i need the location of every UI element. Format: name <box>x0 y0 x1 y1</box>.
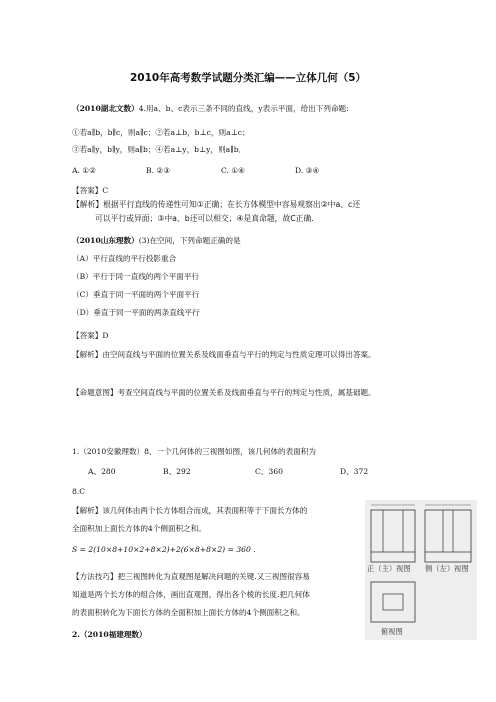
q3-stem: 1.（2010安徽理数）8、一个几何体的三视图如图，该几何体的表面积为 <box>72 447 317 456</box>
q1-option-b: B. ②③ <box>146 166 171 175</box>
q1-line2: ①若a∥b，b∥c，则a∥c；②若a⊥b，b⊥c，则a⊥c； <box>72 128 250 137</box>
q1-source: （2010湖北文数） <box>72 104 139 113</box>
q3-option-c: C、360 <box>255 467 283 476</box>
top-view-label: 俯视图 <box>381 627 403 636</box>
q2-intent: 【命题意图】考查空间直线与平面的位置关系及线面垂直与平行的判定与性质，属基础题。 <box>72 388 376 397</box>
q1-analysis-line1: 【解析】根据平行直线的传递性可知①正确；在长方体模型中容易观察出②中a、c还 <box>72 200 361 209</box>
q2-stem: (3)在空间，下列命题正确的是 <box>138 236 241 245</box>
q1-answer: 【答案】C <box>72 186 109 195</box>
q1-analysis-line2: 可以平行或异面；③中a、b还可以相交；④是真命题，故C正确. <box>95 214 314 223</box>
page-title: 2010年高考数学试题分类汇编——立体几何（5） <box>129 72 367 84</box>
q3-option-d: D、372 <box>340 467 369 476</box>
q1-option-c: C. ①④ <box>221 166 245 175</box>
q1-stem: 4.用a、b、c表示三条不同的直线，y表示平面，给出下列命题: <box>138 104 349 113</box>
q2-stem-line <box>72 236 241 246</box>
three-view-figure <box>365 500 477 640</box>
side-view-label: 侧（左）视图 <box>425 564 469 573</box>
q3-formula: S = 2(10×8+10×2+8×2)+2(6×8+8×2) = 360 . <box>72 545 256 554</box>
q4-stem: 2.（2010福建理数） <box>72 630 147 639</box>
q3-option-b: B、292 <box>163 467 191 476</box>
q2-answer: 【答案】D <box>72 331 109 340</box>
front-view-label: 正（主）视图 <box>367 564 411 573</box>
q3-tip-line1: 【方法技巧】把三视图转化为直观图是解决问题的关键.又三视图很容易 <box>72 572 310 581</box>
q1-line3: ③若a∥y，b∥y，则a∥b；④若a⊥y，b⊥y，则a∥b． <box>72 145 247 154</box>
q2-option-a: （A）平行直线的平行投影重合 <box>72 254 177 263</box>
q3-analysis-line2: 全面积加上面长方体的4个侧面积之和。 <box>72 524 206 533</box>
q1-option-d: D. ③④ <box>295 166 320 175</box>
q3-tip-line2: 知道是两个长方体的组合体，画出直观图，得出各个棱的长度.把几何体 <box>72 590 310 599</box>
q3-analysis-line1: 【解析】该几何体由两个长方体组合而成，其表面积等于下面长方体的 <box>72 506 308 515</box>
q3-answer: 8.C <box>72 487 86 496</box>
q2-option-b: （B）平行于同一直线的两个平面平行 <box>72 272 200 281</box>
q2-option-c: （C）垂直于同一平面的两个平面平行 <box>72 290 200 299</box>
q1-option-a: A. ①② <box>72 166 96 175</box>
q3-tip-line3: 的表面积转化为下面长方体的全面积加上面长方体的4个侧面积之和。 <box>72 608 305 617</box>
q2-source: （2010山东理数） <box>72 236 139 245</box>
q2-analysis: 【解析】由空间直线与平面的位置关系及线面垂直与平行的判定与性质定理可以得出答案。 <box>72 350 376 359</box>
q3-option-a: A、280 <box>88 467 116 476</box>
q1-stem-line <box>72 104 349 114</box>
q2-option-d: （D）垂直于同一平面的两条直线平行 <box>72 308 200 317</box>
